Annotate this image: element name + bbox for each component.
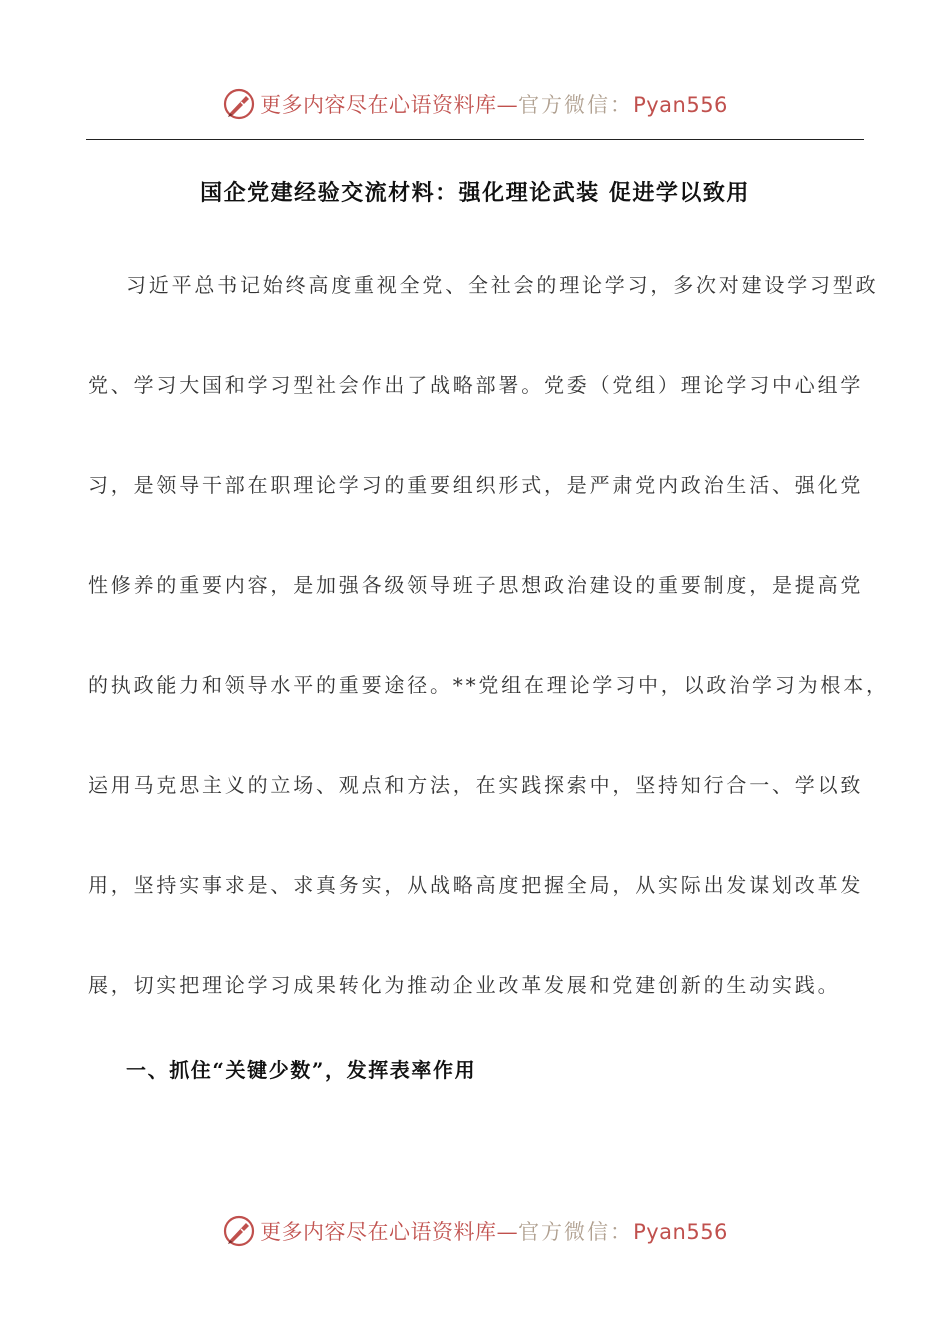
header-wechat-label: 官方微信： — [518, 93, 634, 117]
footer-wechat-id: Pyan556 — [633, 1220, 728, 1244]
paragraph-line: 习，是领导干部在职理论学习的重要组织形式，是严肃党内政治生活、强化党 — [88, 473, 864, 497]
footer-banner — [0, 1211, 950, 1251]
paragraph-line: 的执政能力和领导水平的重要途径。**党组在理论学习中，以政治学习为根本， — [88, 673, 889, 697]
footer-wechat-label: 官方微信： — [518, 1220, 634, 1244]
paragraph-line: 用，坚持实事求是、求真务实，从战略高度把握全局，从实际出发谋划改革发 — [88, 873, 864, 897]
header-divider — [86, 139, 864, 140]
header-brand: 更多内容尽在心语资料库 — [260, 93, 497, 117]
paragraph-line: 性修养的重要内容，是加强各级领导班子思想政治建设的重要制度，是提高党 — [88, 573, 864, 597]
document-title: 国企党建经验交流材料：强化理论武装 促进学以致用 — [200, 180, 750, 206]
footer-separator: — — [496, 1220, 519, 1244]
pen-logo-icon — [222, 87, 256, 121]
pen-logo-icon — [222, 1214, 256, 1248]
paragraph-line: 党、学习大国和学习型社会作出了战略部署。党委（党组）理论学习中心组学 — [88, 373, 864, 397]
header-banner-text — [260, 89, 728, 119]
paragraph-line: 运用马克思主义的立场、观点和方法，在实践探索中，坚持知行合一、学以致 — [88, 773, 864, 797]
footer-brand: 更多内容尽在心语资料库 — [260, 1220, 497, 1244]
footer-banner-text — [260, 1216, 728, 1246]
header-banner — [0, 84, 950, 124]
header-separator: — — [496, 93, 519, 117]
paragraph-line: 习近平总书记始终高度重视全党、全社会的理论学习，多次对建设学习型政 — [126, 273, 879, 297]
header-wechat-id: Pyan556 — [633, 93, 728, 117]
section-heading: 一、抓住“关键少数”，发挥表率作用 — [126, 1058, 477, 1082]
paragraph-line: 展，切实把理论学习成果转化为推动企业改革发展和党建创新的生动实践。 — [88, 973, 841, 997]
